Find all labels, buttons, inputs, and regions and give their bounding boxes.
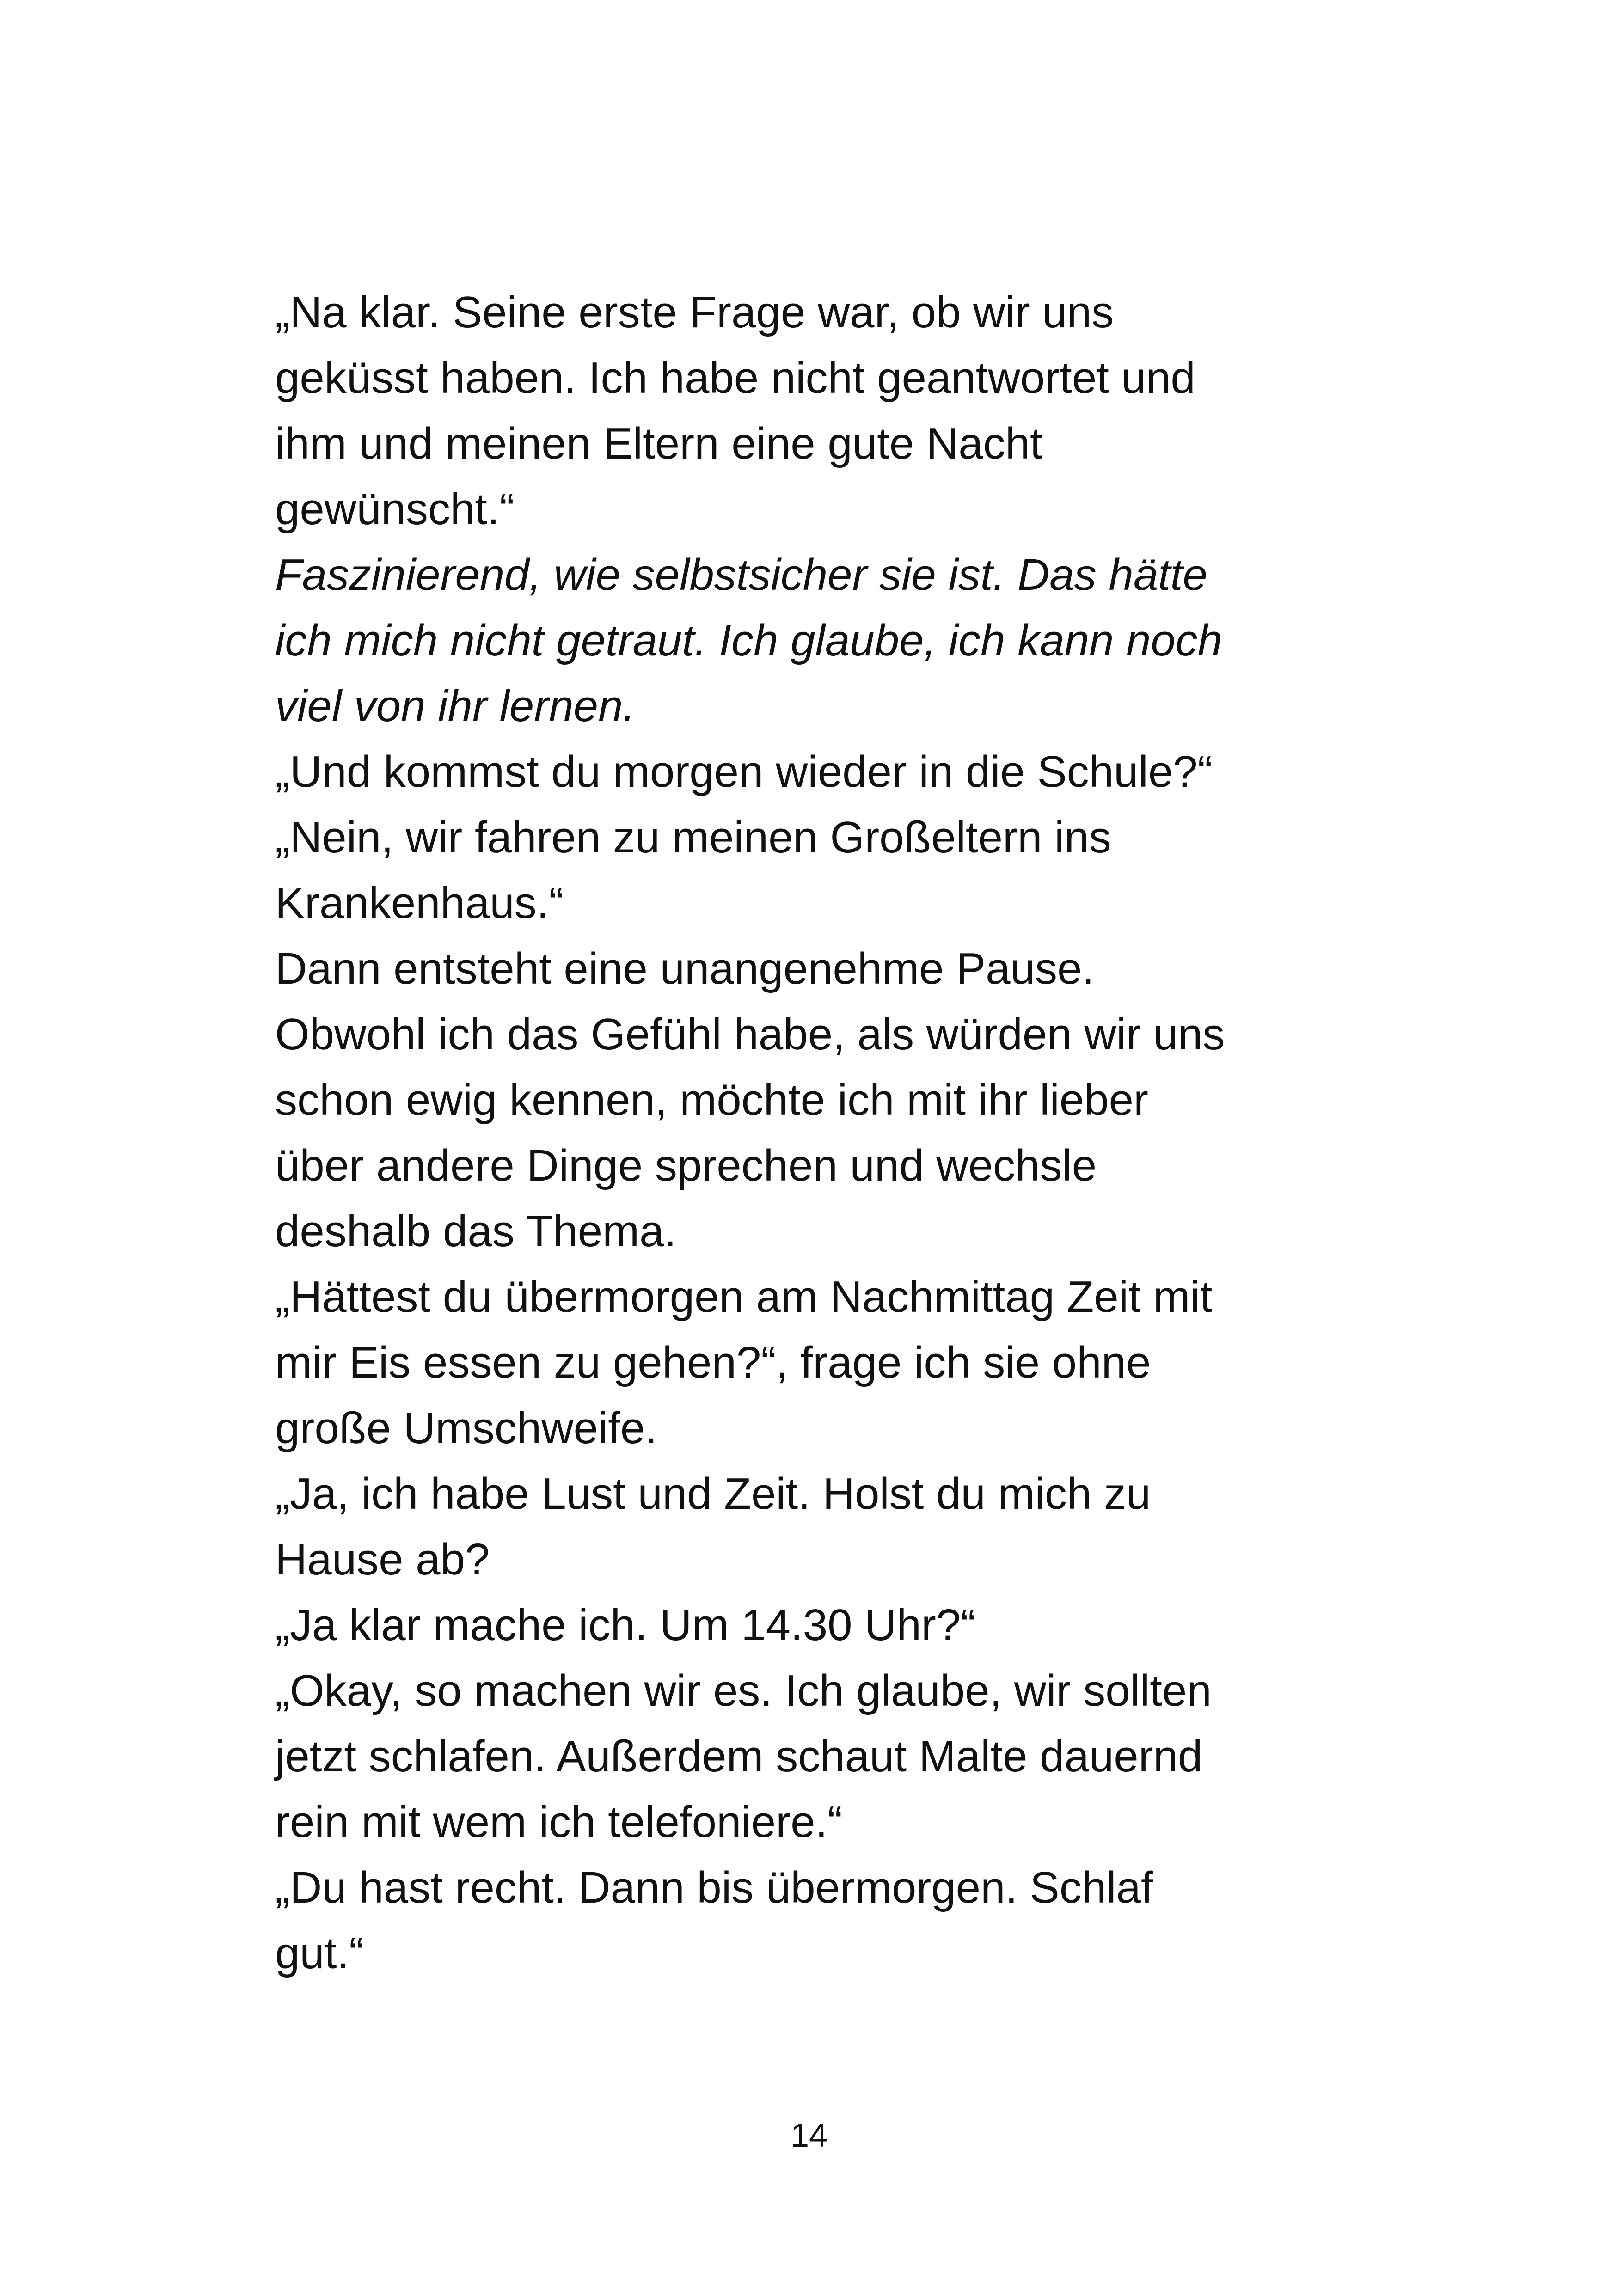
text-line: rein mit wem ich telefoniere.“	[275, 1797, 843, 1847]
thought-line: Faszinierend, wie selbstsicher sie ist. Das hätte	[275, 550, 1207, 600]
text-line: Krankenhaus.“	[275, 878, 564, 928]
text-line: jetzt schlafen. Außerdem schaut Malte dauernd	[275, 1732, 1203, 1781]
thought-line: ich mich nicht getraut. Ich glaube, ich kann noch	[275, 616, 1223, 665]
text-line: über andere Dinge sprechen und wechsle	[275, 1141, 1097, 1190]
text-line: schon ewig kennen, möchte ich mit ihr lieber	[275, 1075, 1148, 1125]
text-line: gewünscht.“	[275, 484, 515, 534]
text-line: ihm und meinen Eltern eine gute Nacht	[275, 419, 1042, 468]
text-line: Obwohl ich das Gefühl habe, als würden wir uns	[275, 1010, 1225, 1059]
text-line: mir Eis essen zu gehen?“, frage ich sie ohne	[275, 1338, 1151, 1387]
body-text	[275, 280, 1385, 1986]
text-line: deshalb das Thema.	[275, 1206, 677, 1256]
text-line: „Nein, wir fahren zu meinen Großeltern ins	[275, 813, 1111, 862]
text-line: „Ja klar mache ich. Um 14.30 Uhr?“	[275, 1600, 976, 1650]
text-line: „Okay, so machen wir es. Ich glaube, wir sollten	[275, 1666, 1212, 1715]
text-line: „Hättest du übermorgen am Nachmittag Zeit mit	[275, 1272, 1213, 1322]
text-line: „Du hast recht. Dann bis übermorgen. Schlaf	[275, 1863, 1153, 1912]
text-line: Dann entsteht eine unangenehme Pause.	[275, 944, 1095, 993]
text-line: gut.“	[275, 1929, 364, 1978]
text-line: „Und kommst du morgen wieder in die Schule?“	[275, 747, 1213, 796]
text-line: Hause ab?	[275, 1535, 490, 1584]
text-line: geküsst haben. Ich habe nicht geantwortet und	[275, 353, 1195, 403]
text-line: große Umschweife.	[275, 1403, 657, 1453]
text-line: „Ja, ich habe Lust und Zeit. Holst du mich zu	[275, 1469, 1151, 1518]
text-line: „Na klar. Seine erste Frage war, ob wir uns	[275, 288, 1114, 337]
thought-line: viel von ihr lernen.	[275, 681, 636, 731]
page-number: 14	[790, 2117, 828, 2154]
